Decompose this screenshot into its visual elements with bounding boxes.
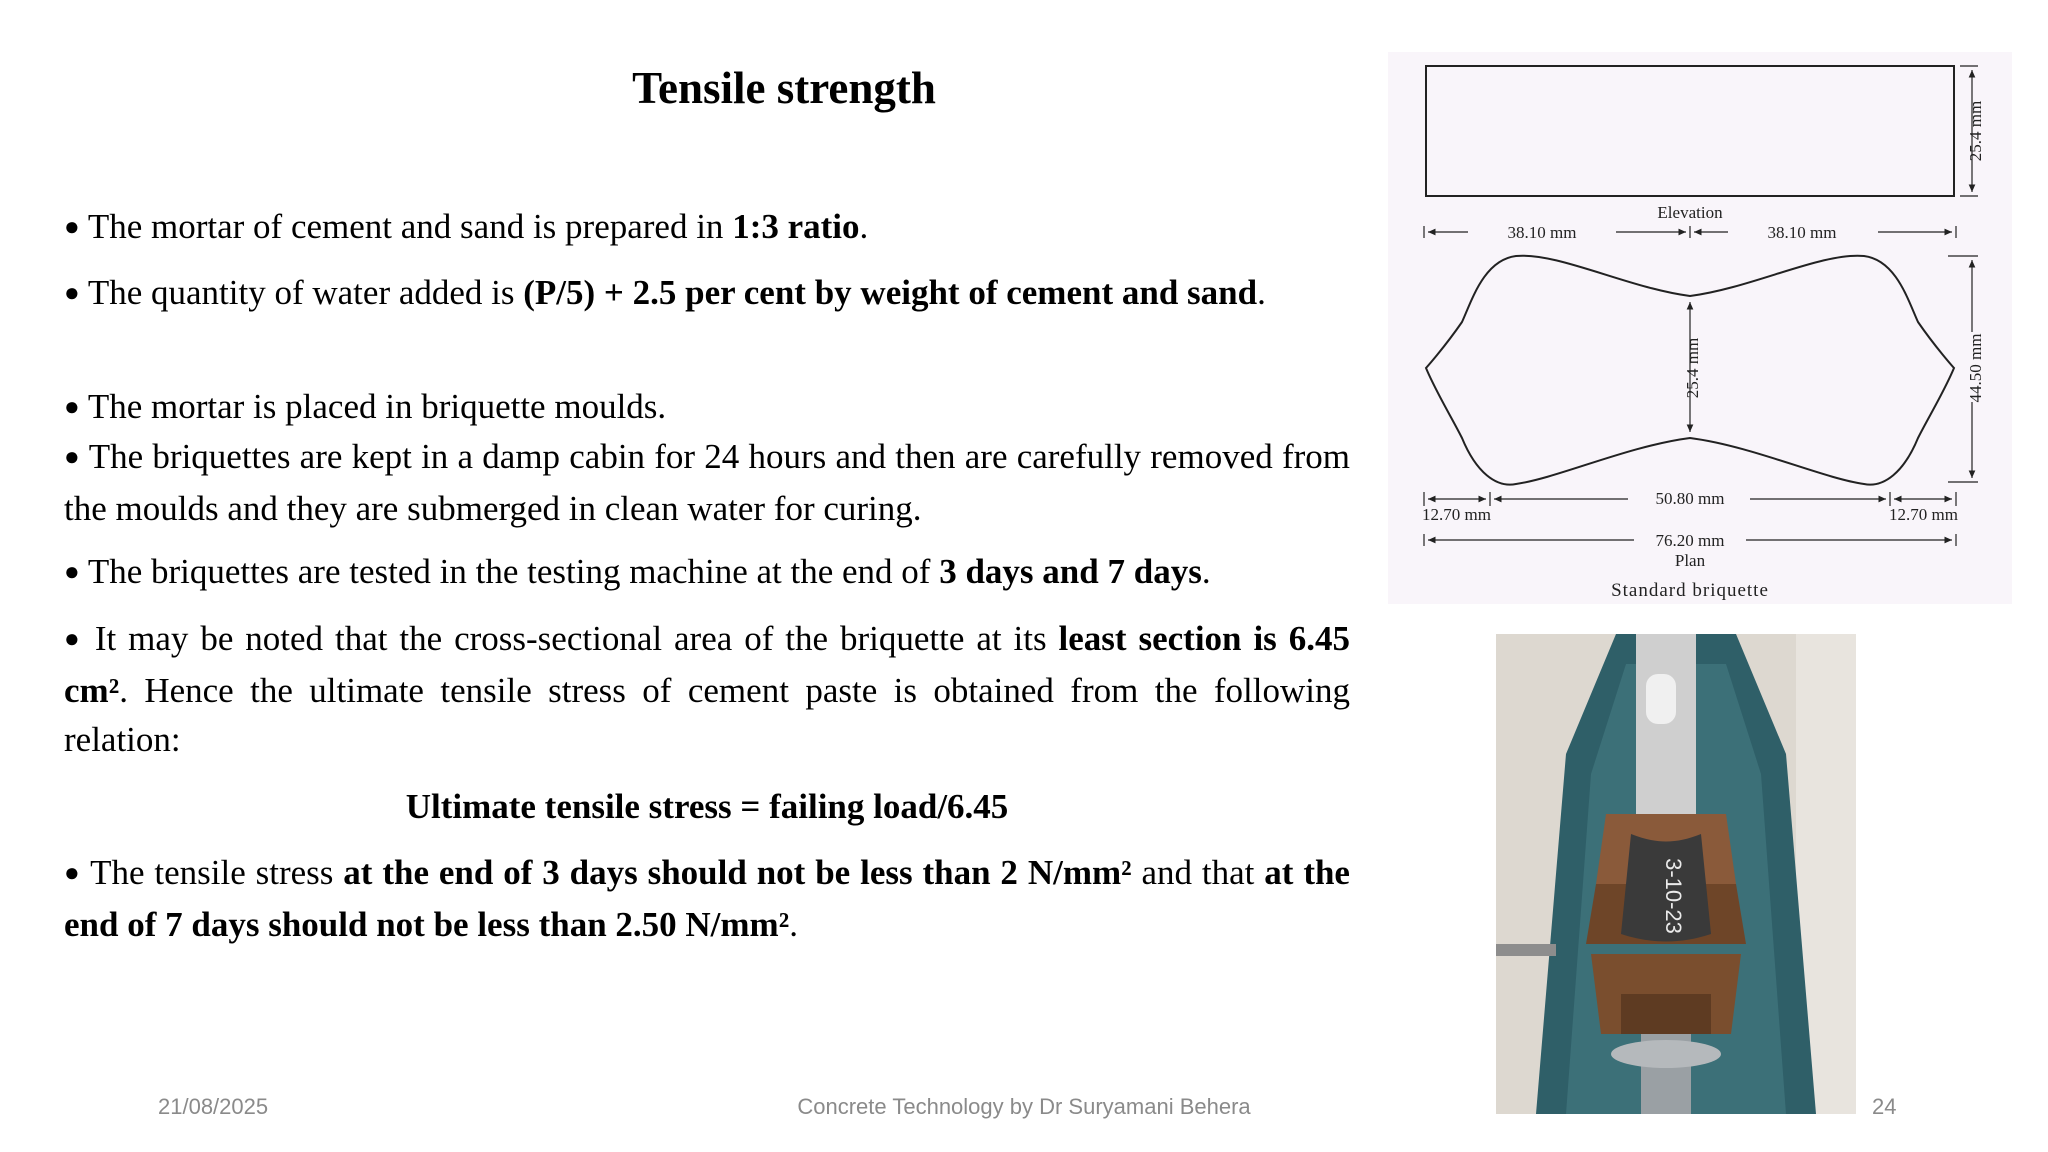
dim-width-plan: 44.50 mm [1966, 333, 1985, 403]
formula: Ultimate tensile stress = failing load/6.45 [405, 787, 1009, 826]
bullet-dot: ● [64, 212, 80, 241]
dim-waist: 25.4 mm [1683, 337, 1702, 399]
dim-left-end: 12.70 mm [1422, 505, 1491, 524]
bullet-curing: ● The briquettes are kept in a damp cabin for 24 hours and then are carefully removed from the moulds and they are submerged in clean water for curing. [64, 437, 1350, 528]
dim-right-end: 12.70 mm [1889, 505, 1958, 524]
bullet-cross-section: ● It may be noted that the cross-sectional area of the briquette at its least section is 6.45 cm². Hence the ultimate tensile stress of cement paste is obtained from the following relation: [64, 619, 1350, 759]
bullet-dot: ● [64, 858, 81, 887]
bullet-dot: ● [64, 392, 80, 421]
dim-right-half: 38.10 mm [1767, 223, 1837, 242]
specimen-label: 3-10-23 [1661, 858, 1686, 934]
bullet-dot: ● [64, 278, 80, 307]
label-plan: Plan [1674, 551, 1706, 570]
dim-height-elev: 25.4 mm [1966, 100, 1985, 162]
slide-title: Tensile strength [632, 63, 936, 113]
bullet-dot: ● [64, 624, 83, 653]
testing-machine-photo [1496, 634, 1856, 1114]
label-caption: Standard briquette [1611, 580, 1769, 601]
label-elevation: Elevation [1657, 203, 1723, 222]
bullet-moulds: ● The mortar is placed in briquette moulds. [64, 387, 667, 426]
dim-total: 76.20 mm [1655, 531, 1725, 550]
bullet-dot: ● [64, 442, 81, 471]
bullet-testing-days: ● The briquettes are tested in the testing machine at the end of 3 days and 7 days. [64, 552, 1211, 591]
bullet-dot: ● [64, 557, 80, 586]
footer-page-number: 24 [1872, 1094, 1897, 1119]
briquette-diagram [1388, 52, 2012, 604]
footer-center: Concrete Technology by Dr Suryamani Behera [797, 1094, 1251, 1119]
dim-left-half: 38.10 mm [1507, 223, 1577, 242]
bullet-mortar-ratio: ● The mortar of cement and sand is prepared in 1:3 ratio. [64, 207, 869, 246]
elevation-rect [1426, 66, 1954, 196]
dim-middle: 50.80 mm [1655, 489, 1725, 508]
footer-date: 21/08/2025 [158, 1094, 269, 1119]
bullet-water-quantity: ● The quantity of water added is (P/5) + 2.5 per cent by weight of cement and sand. [64, 273, 1266, 312]
bullet-stress-requirements: ● The tensile stress at the end of 3 days should not be less than 2 N/mm² and that at the end of 7 days should not be less than 2.50 N/mm². [64, 853, 1350, 944]
